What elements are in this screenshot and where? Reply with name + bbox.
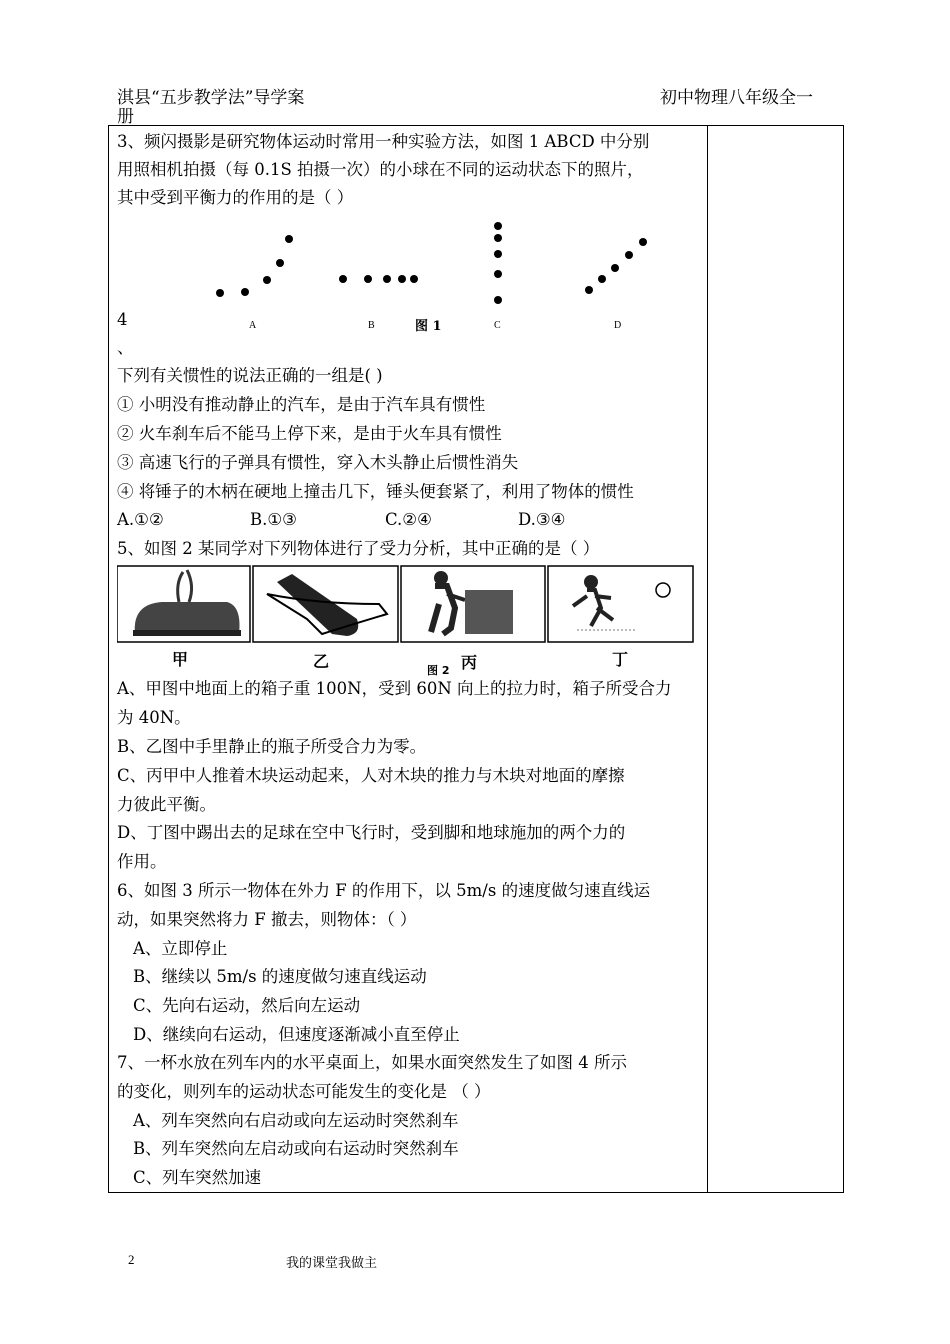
fig2-caption: 图 2 [427, 664, 450, 677]
q7-option-b: B、列车突然向左启动或向右运动时突然刹车 [133, 1139, 459, 1158]
q5-option-c-line1: C、丙甲中人推着木块运动起来，人对木块的推力与木块对地面的摩擦 [117, 766, 625, 785]
q4-option-a: A.①② [117, 510, 164, 529]
q6-option-d: D、继续向右运动，但速度逐渐减小直至停止 [133, 1025, 460, 1044]
fig2-label-yi: 乙 [313, 652, 330, 671]
fig2-label-jia: 甲 [172, 650, 189, 669]
fig1-dots-c [494, 222, 502, 304]
q5-option-d-line2: 作用。 [117, 852, 167, 871]
fig1-label-c: C [494, 320, 501, 331]
q4-separator: 、 [117, 338, 134, 357]
figure-2 [117, 564, 695, 679]
q6-option-c: C、先向右运动，然后向左运动 [133, 996, 361, 1015]
q4-stem: 下列有关惯性的说法正确的一组是( ) [117, 366, 383, 385]
fig1-label-a: A [249, 320, 257, 331]
q5-option-d-line1: D、丁图中踢出去的足球在空中飞行时，受到脚和地球施加的两个力的 [117, 823, 626, 842]
fig1-dots-d [585, 238, 647, 294]
q6-option-a: A、立即停止 [133, 939, 228, 958]
fig1-dots-b [339, 275, 418, 283]
fig1-label-d: D [614, 320, 622, 331]
fig1-caption: 图 1 [415, 319, 442, 334]
q7-line1: 7、一杯水放在列车内的水平桌面上，如果水面突然发生了如图 4 所示 [117, 1053, 627, 1072]
q4-item-2: ② 火车刹车后不能马上停下来，是由于火车具有惯性 [117, 424, 502, 443]
q5-option-c-line2: 力彼此平衡。 [117, 795, 216, 814]
q6-option-b: B、继续以 5m/s 的速度做匀速直线运动 [133, 967, 427, 986]
fig2-panel-jia [117, 566, 250, 642]
q4-number: 4 [117, 310, 128, 329]
q7-option-c: C、列车突然加速 [133, 1168, 262, 1187]
q5-option-a-line2: 为 40N。 [117, 708, 191, 727]
q4-option-c: C.②④ [385, 510, 432, 529]
q4-item-1: ① 小明没有推动静止的汽车，是由于汽车具有惯性 [117, 395, 486, 414]
q4-item-3: ③ 高速飞行的子弹具有惯性，穿入木头静止后惯性消失 [117, 453, 519, 472]
q7-option-a: A、列车突然向右启动或向左运动时突然刹车 [133, 1111, 459, 1130]
q7-line2: 的变化，则列车的运动状态可能发生的变化是 （ ） [117, 1082, 491, 1101]
q5-stem: 5、如图 2 某同学对下列物体进行了受力分析，其中正确的是（ ） [117, 539, 600, 558]
q4-item-4: ④ 将锤子的木柄在硬地上撞击几下，锤头便套紧了，利用了物体的惯性 [117, 482, 634, 501]
footer-motto: 我的课堂我做主 [286, 1255, 378, 1270]
q4-option-b: B.①③ [250, 510, 297, 529]
fig1-label-b: B [368, 320, 375, 331]
figure-1 [200, 218, 680, 336]
fig2-label-bing: 丙 [461, 653, 478, 672]
table-column-divider [707, 125, 708, 1193]
page-number: 2 [128, 1252, 135, 1267]
q3-line2: 用照相机拍摄（每 0.1S 拍摄一次）的小球在不同的运动状态下的照片， [117, 160, 644, 179]
q3-line1: 3、频闪摄影是研究物体运动时常用一种实验方法，如图 1 ABCD 中分别 [117, 132, 650, 151]
header-title: 淇县“五步教学法”导学案 [117, 88, 305, 108]
q3-line3: 其中受到平衡力的作用的是（ ） [117, 188, 354, 207]
fig2-label-ding: 丁 [612, 650, 629, 669]
fig1-dots-a [216, 235, 293, 297]
q5-option-b: B、乙图中手里静止的瓶子所受合力为零。 [117, 737, 427, 756]
q6-line1: 6、如图 3 所示一物体在外力 F 的作用下，以 5m/s 的速度做匀速直线运 [117, 881, 651, 900]
header-title-wrap: 册 [117, 107, 134, 127]
fig2-panel-yi [253, 566, 398, 642]
header-subject: 初中物理八年级全一 [660, 88, 813, 108]
q4-option-d: D.③④ [518, 510, 566, 529]
q5-option-a-line1: A、甲图中地面上的箱子重 100N，受到 60N 向上的拉力时，箱子所受合力 [117, 679, 672, 698]
fig2-panel-bing [401, 566, 545, 642]
fig2-panel-ding [548, 566, 693, 642]
q6-line2: 动，如果突然将力 F 撤去，则物体：（ ） [117, 910, 417, 929]
